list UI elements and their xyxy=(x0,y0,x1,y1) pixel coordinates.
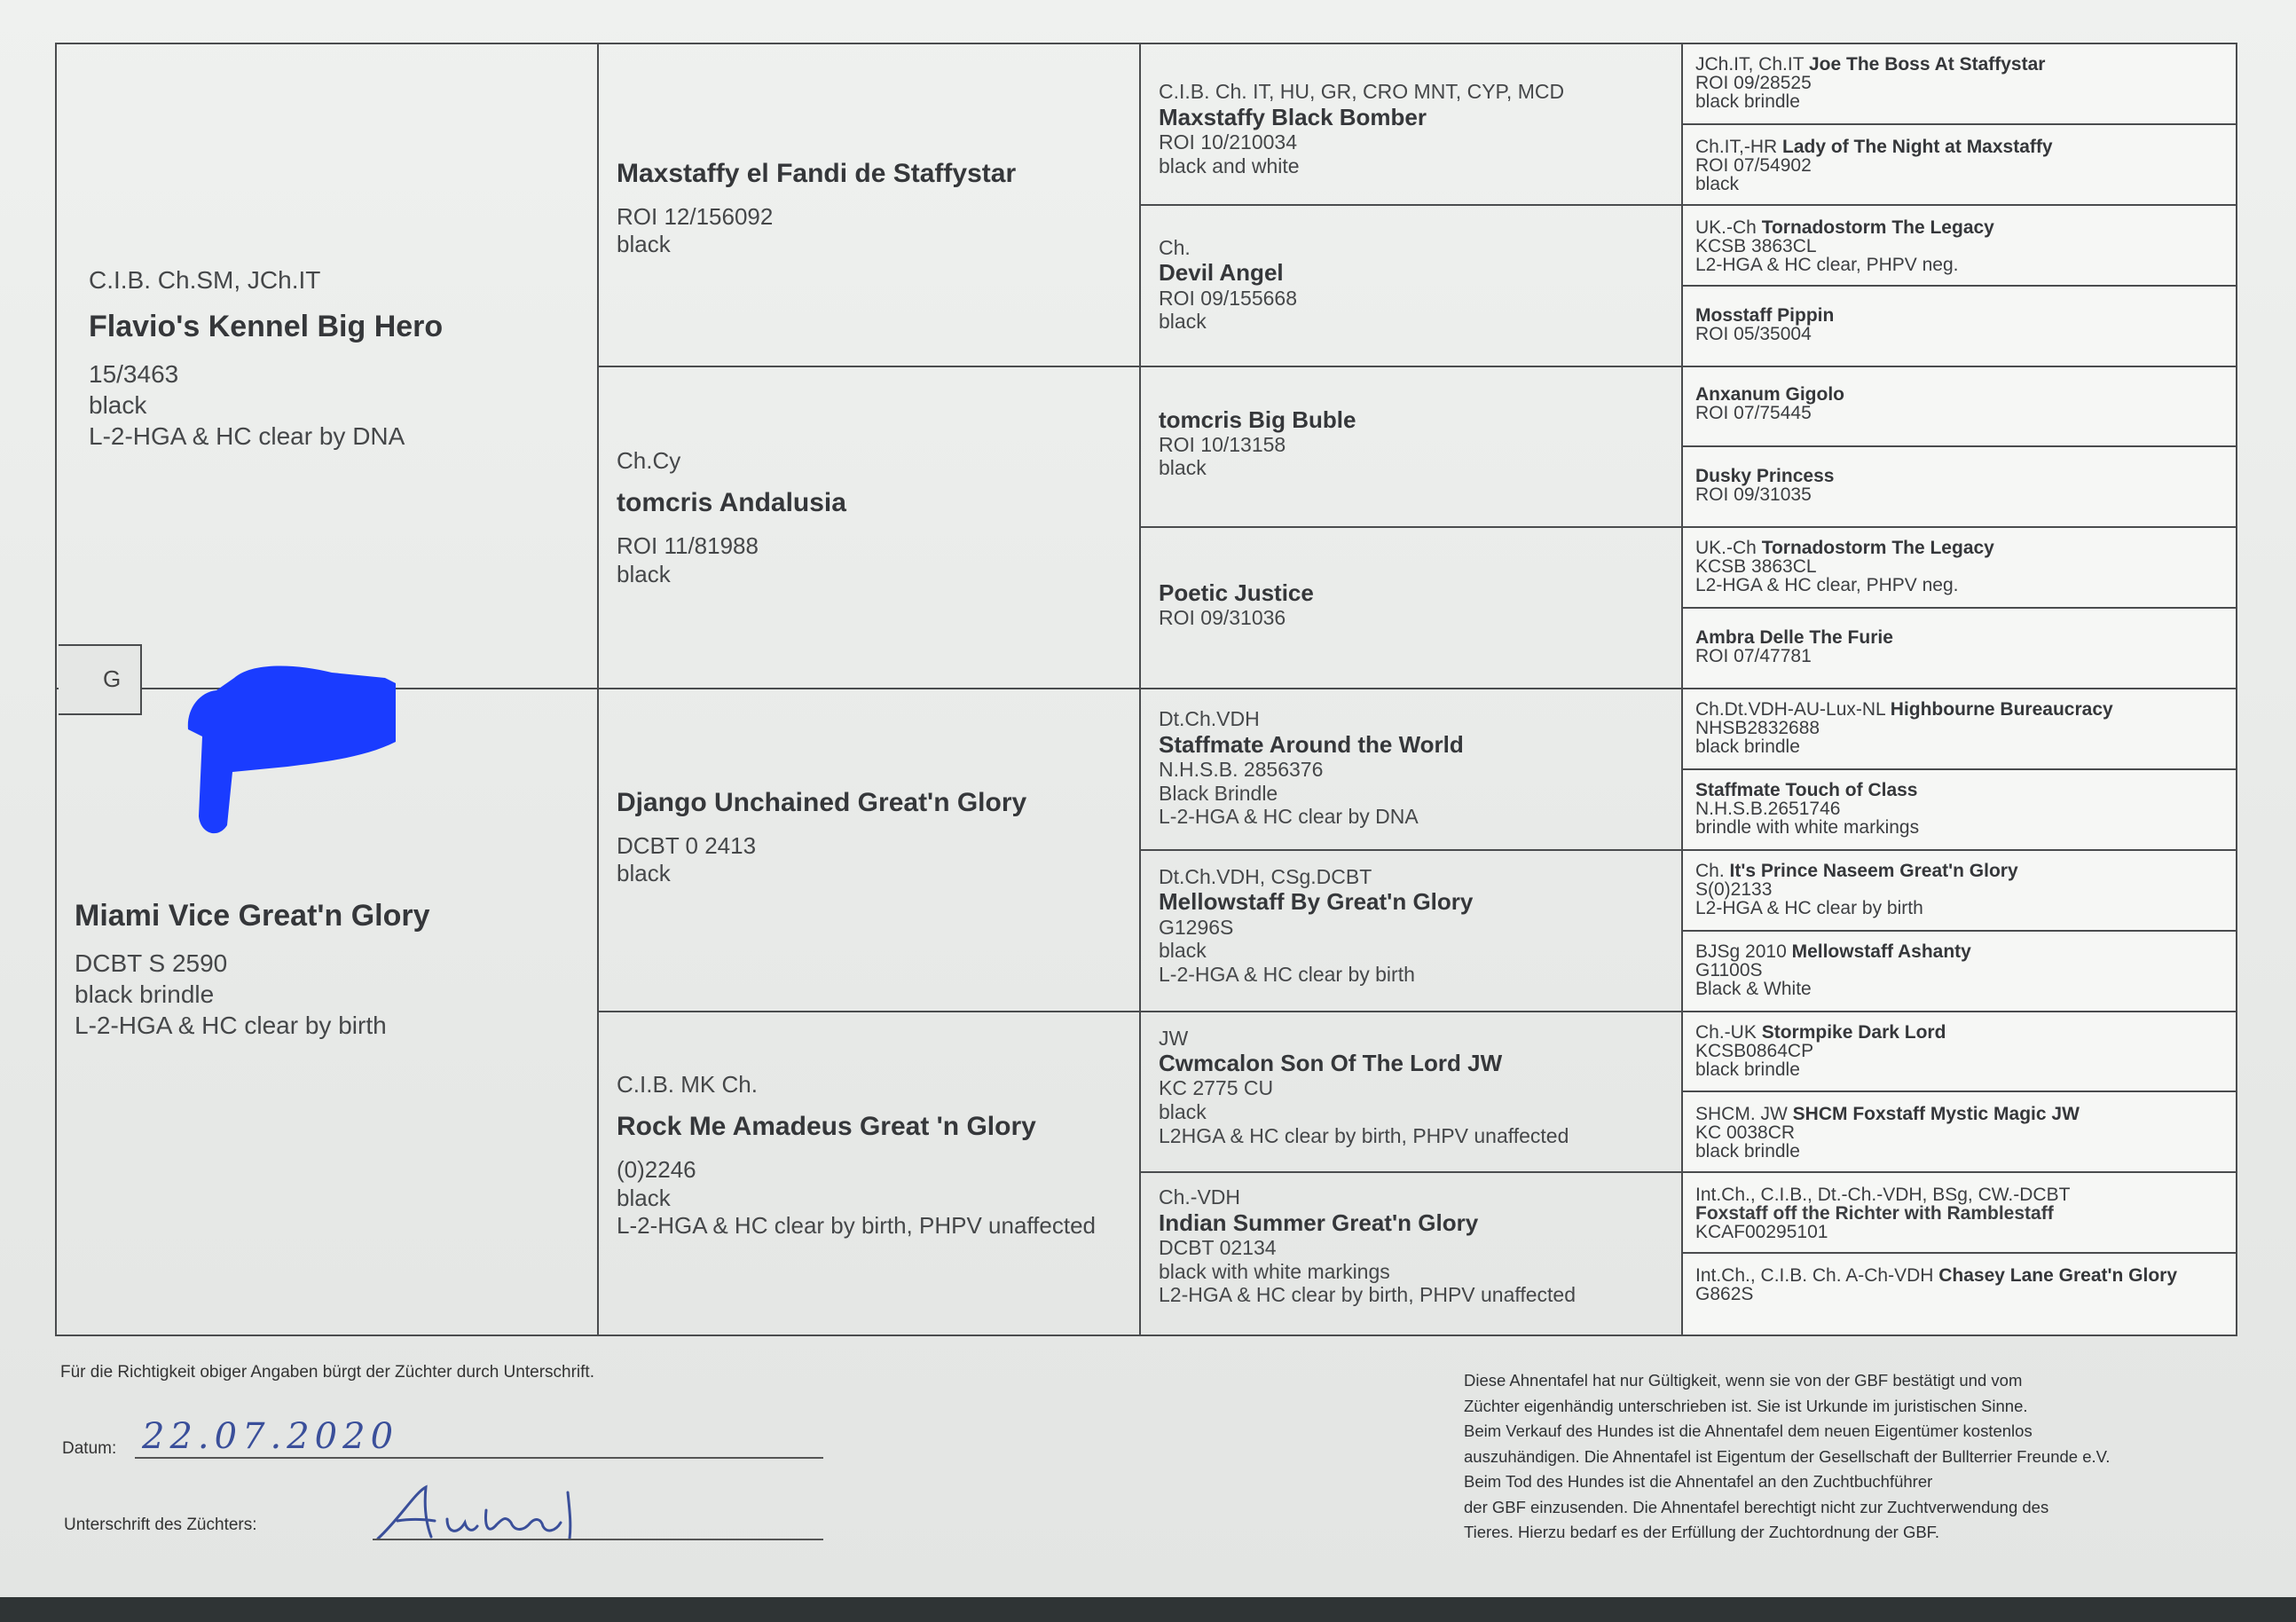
gen3-1-prefix: C.I.B. Ch. IT, HU, GR, CRO MNT, CYP, MCD xyxy=(1159,80,1565,103)
gen3-6-prefix: Dt.Ch.VDH, CSg.DCBT xyxy=(1159,864,1372,888)
gen4-11-detail: L2-HGA & HC clear by birth xyxy=(1695,897,1923,918)
gen4-7-name: Tornadostorm The Legacy xyxy=(1761,538,1994,559)
dam-root-color: black brindle xyxy=(75,980,215,1008)
gender-box: G xyxy=(59,644,142,715)
gen4-entry-5 xyxy=(1683,367,2236,448)
gen4-11-reg: S(0)2133 xyxy=(1695,878,1773,900)
gen4-6-reg: ROI 09/31035 xyxy=(1695,484,1812,506)
gen2-entry-2 xyxy=(599,367,1141,690)
gen4-3-reg: KCSB 3863CL xyxy=(1695,235,1817,256)
gen3-8-reg: DCBT 02134 xyxy=(1159,1236,1277,1260)
gen3-entry-2 xyxy=(1141,206,1683,367)
gen3-3-color: black xyxy=(1159,456,1207,480)
gen3-4-reg: ROI 09/31036 xyxy=(1159,606,1286,630)
gen4-16-prefix: Int.Ch., C.I.B. Ch. A-Ch-VDH xyxy=(1695,1265,1934,1287)
gen2-4-color: black xyxy=(617,1184,671,1211)
gen3-1-color: black and white xyxy=(1159,154,1300,177)
gen3-1-name: Maxstaffy Black Bomber xyxy=(1159,103,1427,130)
gen4-2-detail: black xyxy=(1695,173,1740,194)
gen4-1-prefix: JCh.IT, Ch.IT xyxy=(1695,54,1805,75)
gen3-6-name: Mellowstaff By Great'n Glory xyxy=(1159,888,1474,916)
gen4-14-reg: KC 0038CR xyxy=(1695,1122,1796,1144)
gen3-entry-7 xyxy=(1141,1012,1683,1174)
gen4-13-reg: KCSB0864CP xyxy=(1695,1040,1814,1061)
gen2-2-name: tomcris Andalusia xyxy=(617,488,846,518)
date-handwritten: 22.07.2020 xyxy=(142,1416,399,1457)
gen3-7-color: black xyxy=(1159,1100,1207,1123)
gen3-7-name: Cwmcalon Son Of The Lord JW xyxy=(1159,1050,1503,1077)
gen4-12-name: Mellowstaff Ashanty xyxy=(1791,941,1971,962)
gen4-13-prefix: Ch.-UK xyxy=(1695,1021,1757,1043)
notice-line-5: Beim Tod des Hundes ist die Ahnentafel an den Zuchtbuchführer xyxy=(1464,1472,1933,1491)
gen3-6-health: L-2-HGA & HC clear by birth xyxy=(1159,962,1415,986)
gen2-entry-4 xyxy=(599,1012,1141,1335)
notice-line-7: Tieres. Hierzu bedarf es der Erfüllung der Zuchtordnung der GBF. xyxy=(1464,1523,1940,1541)
gen3-8-color: black with white markings xyxy=(1159,1259,1390,1283)
dam-root-name: Miami Vice Great'n Glory xyxy=(75,899,430,933)
gen3-6-reg: G1296S xyxy=(1159,915,1234,939)
gen4-entry-16 xyxy=(1683,1254,2236,1335)
gen4-entry-14 xyxy=(1683,1092,2236,1173)
signature-label: Unterschrift des Züchters: xyxy=(64,1516,257,1534)
gen4-15-prefix: Int.Ch., C.I.B., Dt.-Ch.-VDH, BSg, CW.-DCBT xyxy=(1695,1185,2071,1206)
desk-edge xyxy=(0,1597,2296,1622)
gen4-10-name: Staffmate Touch of Class xyxy=(1695,779,1918,800)
gen4-entry-10 xyxy=(1683,770,2236,851)
dog-name: Flavio's Kennel Big Hero xyxy=(89,310,444,343)
notice-line-1: Diese Ahnentafel hat nur Gültigkeit, wenn sie von der GBF bestätigt und vom xyxy=(1464,1371,2023,1390)
gen2-3-name: Django Unchained Great'n Glory xyxy=(617,788,1027,817)
gen4-1-name: Joe The Boss At Staffystar xyxy=(1809,54,2046,75)
gen4-entry-9 xyxy=(1683,689,2236,770)
gen3-5-health: L-2-HGA & HC clear by DNA xyxy=(1159,805,1419,829)
gen2-1-name: Maxstaffy el Fandi de Staffystar xyxy=(617,159,1017,188)
gen4-5-name: Anxanum Gigolo xyxy=(1695,383,1844,405)
gen4-8-reg: ROI 07/47781 xyxy=(1695,646,1812,667)
gen3-3-reg: ROI 10/13158 xyxy=(1159,432,1286,456)
gen4-1-reg: ROI 09/28525 xyxy=(1695,73,1812,93)
gen3-2-reg: ROI 09/155668 xyxy=(1159,286,1298,310)
dog-health: L-2-HGA & HC clear by DNA xyxy=(89,421,405,450)
gen3-8-health: L2-HGA & HC clear by birth, PHPV unaffected xyxy=(1159,1283,1577,1307)
gen2-4-prefix: C.I.B. MK Ch. xyxy=(617,1070,758,1098)
date-line xyxy=(135,1457,823,1459)
gen3-8-prefix: Ch.-VDH xyxy=(1159,1185,1241,1209)
gen3-entry-6 xyxy=(1141,851,1683,1012)
gen4-15-reg: KCAF00295101 xyxy=(1695,1222,1828,1243)
gen4-entry-7 xyxy=(1683,528,2236,609)
gen4-12-reg: G1100S xyxy=(1695,959,1763,980)
gen4-16-reg: G862S xyxy=(1695,1284,1754,1305)
gen4-10-detail: brindle with white markings xyxy=(1695,816,1920,838)
gen4-entry-8 xyxy=(1683,609,2236,689)
gen4-entry-4 xyxy=(1683,287,2236,367)
gen4-14-name: SHCM Foxstaff Mystic Magic JW xyxy=(1792,1104,2080,1125)
dam-root-registration: DCBT S 2590 xyxy=(75,949,228,977)
notice-line-2: Züchter eigenhändig unterschrieben ist. Sie ist Urkunde im juristischen Sinne. xyxy=(1464,1396,2028,1415)
gen3-entry-3 xyxy=(1141,367,1683,529)
gen4-11-prefix: Ch. xyxy=(1695,860,1725,881)
breeder-signature xyxy=(373,1484,603,1546)
gen2-1-color: black xyxy=(617,231,671,258)
gen4-entry-12 xyxy=(1683,932,2236,1012)
certificate-validity-notice xyxy=(1464,1368,2245,1546)
gen2-4-reg: (0)2246 xyxy=(617,1155,696,1183)
gen4-12-prefix: BJSg 2010 xyxy=(1695,941,1787,962)
gen4-2-prefix: Ch.IT,-HR xyxy=(1695,136,1778,157)
gen3-5-name: Staffmate Around the World xyxy=(1159,730,1464,758)
gen4-2-name: Lady of The Night at Maxstaffy xyxy=(1782,136,2053,157)
breeder-guarantee-note: Für die Richtigkeit obiger Angaben bürgt der Züchter durch Unterschrift. xyxy=(60,1363,594,1382)
gen4-9-prefix: Ch.Dt.VDH-AU-Lux-NL xyxy=(1695,699,1885,720)
gen3-5-prefix: Dt.Ch.VDH xyxy=(1159,707,1260,730)
gen4-4-reg: ROI 05/35004 xyxy=(1695,323,1812,344)
dog-cell xyxy=(57,44,599,692)
gen4-5-reg: ROI 07/75445 xyxy=(1695,402,1812,423)
gen4-4-name: Mosstaff Pippin xyxy=(1695,304,1835,326)
gen3-7-prefix: JW xyxy=(1159,1026,1189,1050)
gen4-entry-15 xyxy=(1683,1173,2236,1254)
gen4-7-prefix: UK.-Ch xyxy=(1695,538,1757,559)
gen2-2-color: black xyxy=(617,560,671,587)
signature-line xyxy=(373,1539,823,1540)
gen4-3-detail: L2-HGA & HC clear, PHPV neg. xyxy=(1695,254,1959,275)
gen4-entry-3 xyxy=(1683,206,2236,287)
gen2-entry-1 xyxy=(599,44,1141,367)
dog-color: black xyxy=(89,390,147,419)
notice-line-3: Beim Verkauf des Hundes ist die Ahnentafel dem neuen Eigentümer kostenlos xyxy=(1464,1421,2033,1440)
gen4-entry-6 xyxy=(1683,447,2236,528)
gen3-7-reg: KC 2775 CU xyxy=(1159,1076,1274,1100)
gen4-16-name: Chasey Lane Great'n Glory xyxy=(1938,1265,2178,1287)
gen4-9-detail: black brindle xyxy=(1695,736,1800,757)
gen4-9-reg: NHSB2832688 xyxy=(1695,718,1820,738)
gen2-3-color: black xyxy=(617,860,671,887)
gen4-11-name: It's Prince Naseem Great'n Glory xyxy=(1729,860,2018,881)
gen3-3-name: tomcris Big Buble xyxy=(1159,406,1356,433)
gen4-entry-11 xyxy=(1683,851,2236,932)
dam-root-cell xyxy=(57,689,599,1335)
gen3-1-reg: ROI 10/210034 xyxy=(1159,130,1298,154)
gen4-6-name: Dusky Princess xyxy=(1695,466,1835,487)
gen4-13-detail: black brindle xyxy=(1695,1059,1800,1080)
gen3-2-prefix: Ch. xyxy=(1159,235,1191,259)
gen2-2-prefix: Ch.Cy xyxy=(617,446,681,474)
gen2-4-health: L-2-HGA & HC clear by birth, PHPV unaffected xyxy=(617,1212,1096,1240)
gen3-entry-4 xyxy=(1141,528,1683,689)
gen4-8-name: Ambra Delle The Furie xyxy=(1695,627,1893,649)
gen3-7-health: L2HGA & HC clear by birth, PHPV unaffected xyxy=(1159,1123,1569,1147)
gen3-5-color: Black Brindle xyxy=(1159,781,1278,805)
gen4-entry-2 xyxy=(1683,125,2236,206)
gen4-entry-13 xyxy=(1683,1012,2236,1093)
gen4-9-name: Highbourne Bureaucracy xyxy=(1890,699,2113,720)
dog-registration: 15/3463 xyxy=(89,359,179,388)
gen3-entry-1 xyxy=(1141,44,1683,206)
gen2-3-reg: DCBT 0 2413 xyxy=(617,831,757,859)
gen4-1-detail: black brindle xyxy=(1695,91,1800,112)
gen4-15-name: Foxstaff off the Richter with Ramblestaff xyxy=(1695,1203,2054,1224)
gen2-1-reg: ROI 12/156092 xyxy=(617,202,774,230)
gen3-6-color: black xyxy=(1159,939,1207,963)
gen4-3-name: Tornadostorm The Legacy xyxy=(1761,217,1994,238)
gen4-2-reg: ROI 07/54902 xyxy=(1695,154,1812,176)
gen3-entry-8 xyxy=(1141,1173,1683,1335)
gen3-2-color: black xyxy=(1159,310,1207,334)
gen4-entry-1 xyxy=(1683,44,2236,125)
gen4-7-reg: KCSB 3863CL xyxy=(1695,556,1817,578)
gen4-14-detail: black brindle xyxy=(1695,1141,1800,1162)
gen3-5-reg: N.H.S.B. 2856376 xyxy=(1159,757,1324,781)
gen3-2-name: Devil Angel xyxy=(1159,259,1284,287)
gen4-3-prefix: UK.-Ch xyxy=(1695,217,1757,238)
gen3-entry-5 xyxy=(1141,689,1683,851)
notice-line-6: der GBF einzusenden. Die Ahnentafel berechtigt nicht zur Zuchtverwendung des xyxy=(1464,1497,2049,1516)
gen2-entry-3 xyxy=(599,689,1141,1012)
gen4-14-prefix: SHCM. JW xyxy=(1695,1104,1788,1125)
gen4-7-detail: L2-HGA & HC clear, PHPV neg. xyxy=(1695,575,1959,596)
gen4-10-reg: N.H.S.B.2651746 xyxy=(1695,798,1841,819)
gen3-8-name: Indian Summer Great'n Glory xyxy=(1159,1209,1479,1236)
gen4-12-detail: Black & White xyxy=(1695,978,1812,999)
date-label: Datum: xyxy=(62,1439,117,1458)
gen4-13-name: Stormpike Dark Lord xyxy=(1761,1021,1946,1043)
gen3-4-name: Poetic Justice xyxy=(1159,579,1314,607)
gen2-4-name: Rock Me Amadeus Great 'n Glory xyxy=(617,1112,1036,1142)
dog-title-prefix: C.I.B. Ch.SM, JCh.IT xyxy=(89,266,321,294)
gen2-2-reg: ROI 11/81988 xyxy=(617,531,759,559)
pedigree-table xyxy=(55,43,2237,1336)
dam-root-health: L-2-HGA & HC clear by birth xyxy=(75,1011,387,1039)
notice-line-4: auszuhändigen. Die Ahnentafel ist Eigentum der Gesellschaft der Bullterrier Freunde e.V. xyxy=(1464,1446,2111,1466)
